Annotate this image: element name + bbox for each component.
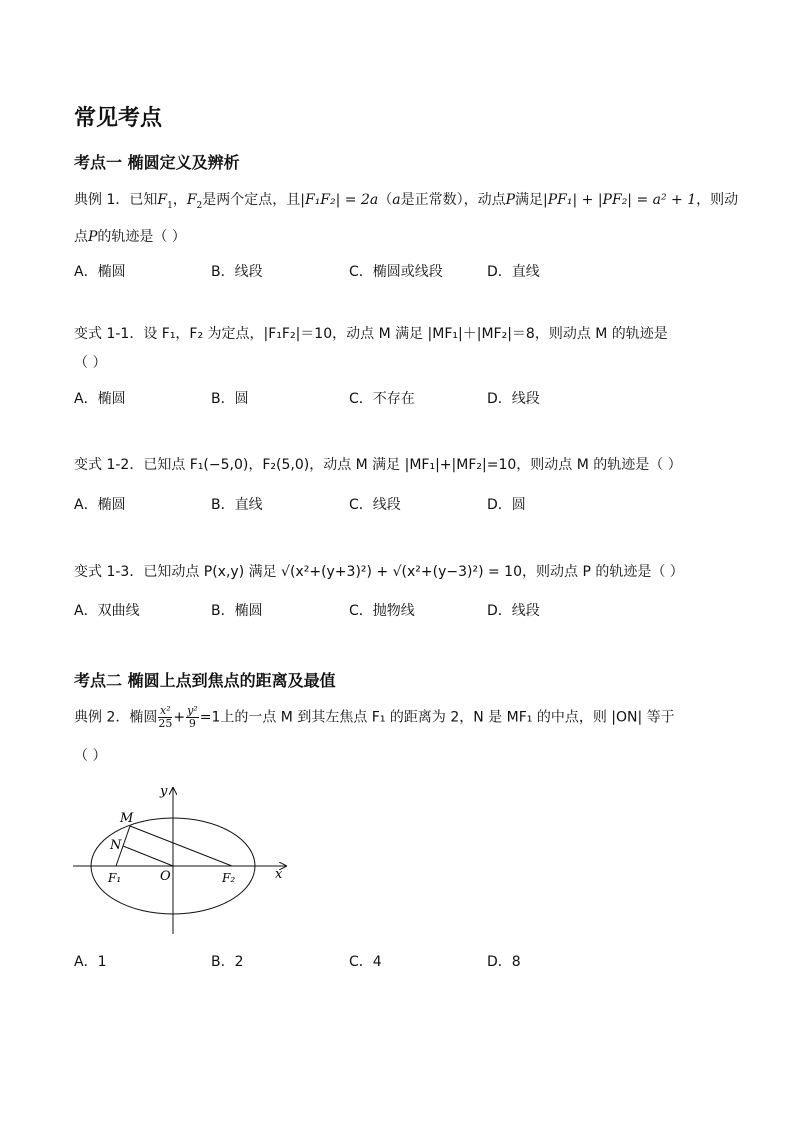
q1-line1 [74, 190, 738, 216]
q3-option-c[interactable]: C．线段 [349, 497, 401, 513]
q1-F1: $F_1$ [157, 192, 173, 211]
section1-title: 考点一 椭圆定义及辨析 [74, 153, 240, 172]
q5-option-b[interactable]: B．2 [211, 954, 244, 970]
label-N: N [110, 838, 122, 853]
label-M: M [120, 811, 134, 826]
q1-a: a [392, 192, 401, 208]
q1-line2: 点P的轨迹是（ ） [74, 229, 186, 245]
ellipse-figure [68, 782, 298, 942]
q1-text-2: ， [172, 192, 187, 208]
q2-line1: 变式 1-1．设 F₁，F₂ 为定点，|F₁F₂|＝10，动点 M 满足 |MF₁|＋|MF₂|＝8，则动点 M 的轨迹是 [74, 326, 668, 342]
q1-eq2: |PF₁| + |PF₂| = a² + 1 [543, 192, 697, 208]
q2-option-c[interactable]: C．不存在 [349, 391, 415, 407]
q1-option-a[interactable]: A．椭圆 [74, 264, 126, 280]
q1-text-4: （ [378, 192, 393, 208]
q2-option-b[interactable]: B．圆 [211, 391, 249, 407]
q1-F2: $F_2$ [186, 192, 203, 211]
page-title: 常见考点 [74, 106, 163, 131]
q1-eq1: |F₁F₂| = 2a [300, 192, 379, 208]
q3-option-b[interactable]: B．直线 [211, 497, 263, 513]
q4-option-b[interactable]: B．椭圆 [211, 603, 263, 619]
segment-MF2 [130, 826, 232, 866]
q1-text-3: 是两个定点，且 [202, 192, 301, 208]
q5-frac-y: $\frac{\text{y²}}{9}$ [187, 704, 198, 730]
q1-text-7: ，则动 [696, 192, 739, 208]
label-x: x [275, 867, 283, 882]
q3-option-a[interactable]: A．椭圆 [74, 497, 126, 513]
q5-line2: （ ） [74, 748, 107, 764]
label-y: y [160, 784, 168, 799]
q1-text-5: 是正常数），动点 [400, 192, 506, 208]
q1-P: P [505, 192, 516, 208]
q3-option-d[interactable]: D．圆 [487, 497, 526, 513]
q1-text-1: 典例 1．已知 [74, 192, 158, 208]
q5-option-a[interactable]: A．1 [74, 954, 107, 970]
q2-option-d[interactable]: D．线段 [487, 391, 540, 407]
q1-option-c[interactable]: C．椭圆或线段 [349, 264, 443, 280]
segment-NO [123, 846, 173, 866]
q5-option-c[interactable]: C．4 [349, 954, 382, 970]
q4-option-d[interactable]: D．线段 [487, 603, 540, 619]
label-O: O [160, 869, 171, 884]
q5-frac-x: $\frac{\text{x²}}{25}$ [158, 704, 173, 730]
q1-option-d[interactable]: D．直线 [487, 264, 540, 280]
label-F1: F₁ [108, 871, 122, 885]
q4-option-a[interactable]: A．双曲线 [74, 603, 140, 619]
q2-line2: （ ） [74, 355, 107, 371]
section2-title: 考点二 椭圆上点到焦点的距离及最值 [74, 671, 336, 690]
q2-option-a[interactable]: A．椭圆 [74, 391, 126, 407]
q3-line1: 变式 1-2．已知点 F₁(−5,0)，F₂(5,0)，动点 M 满足 |MF₁|+|MF₂|=10，则动点 M 的轨迹是（ ） [74, 457, 682, 473]
label-F2: F₂ [222, 871, 236, 885]
q1-option-b[interactable]: B．线段 [211, 264, 263, 280]
q1-text-6: 满足 [515, 192, 544, 208]
q5-option-d[interactable]: D．8 [487, 954, 521, 970]
q4-line1: 变式 1-3．已知动点 P(x,y) 满足 √(x²+(y+3)²) + √(x²+(y−3)²) = 10，则动点 P 的轨迹是（ ） [74, 564, 684, 580]
q4-option-c[interactable]: C．抛物线 [349, 603, 415, 619]
q5-line1: 典例 2．椭圆 $\frac{\text{x²}}{25}$ + $\frac{\text{y²}}{9}$ =1上的一点 M 到其左焦点 F₁ 的距离为 2，N 是 MF₁ 的中点，则 |ON| 等于 [74, 704, 675, 730]
